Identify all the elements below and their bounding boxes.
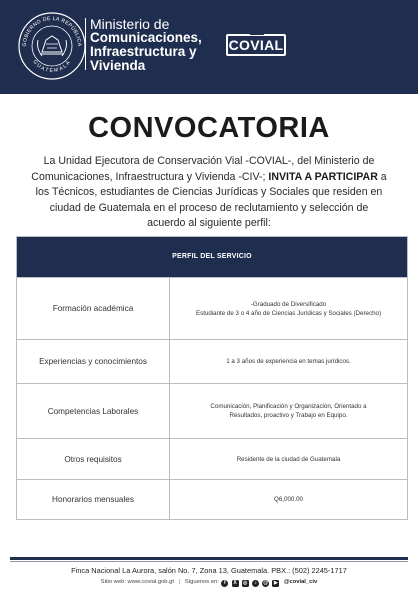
covial-logo-text: COVIAL	[228, 37, 284, 53]
guatemala-seal-icon	[16, 10, 88, 82]
ministry-line-2: Comunicaciones,	[90, 30, 202, 45]
facebook-icon[interactable]: f	[221, 580, 228, 587]
service-profile-table	[16, 236, 408, 520]
row-value-line: 1 a 3 años de experiencia en temas jurídicos.	[226, 358, 351, 365]
table-row	[17, 438, 407, 479]
page-title: CONVOCATORIA	[88, 112, 330, 144]
table-row	[17, 277, 407, 339]
footer-divider-thin	[10, 561, 408, 562]
footer-social	[0, 579, 418, 587]
ministry-line-1: Ministerio de	[90, 16, 170, 32]
row-value-line: Resultados, proactivo y Trabajo en Equipo.	[229, 412, 348, 419]
footer-address: Finca Nacional La Aurora, salón No. 7, Zona 13, Guatemala. PBX.: (502) 2245-1717	[71, 566, 347, 575]
intro-paragraph	[30, 154, 388, 232]
follow-label: Síguenos en:	[184, 579, 219, 585]
social-handle[interactable]: @covial_civ	[283, 579, 318, 585]
row-value-line: Q6,000.00	[274, 496, 303, 503]
ministry-name	[90, 17, 202, 73]
table-header: PERFIL DEL SERVICIO	[17, 237, 407, 277]
svg-text:GUATEMALA	[31, 59, 72, 74]
row-value	[170, 439, 407, 479]
x-icon[interactable]: X	[233, 580, 237, 586]
table-row	[17, 383, 407, 438]
footer-separator: |	[178, 579, 181, 585]
row-value	[170, 340, 407, 383]
row-value-line: Comunicación, Planificación y Organización, Orientado a	[210, 403, 367, 410]
row-label: Competencias Laborales	[17, 384, 170, 438]
row-label: Honorarios mensuales	[17, 480, 170, 519]
ministry-line-3: Infraestructura y	[90, 44, 197, 59]
row-value	[170, 480, 407, 519]
row-value-line: Estudiante de 3 o 4 año de Ciencias Jurídicas y Sociales (Derecho)	[195, 309, 382, 317]
youtube-icon[interactable]: ▶	[273, 580, 278, 586]
covial-logo	[226, 34, 286, 56]
row-value	[170, 278, 407, 339]
table-row	[17, 479, 407, 519]
instagram-icon[interactable]: ◎	[243, 580, 248, 586]
website-link[interactable]: Sitio web: www.covial.gob.gt	[100, 579, 174, 585]
intro-text-1: La Unidad Ejecutora de Conservación Vial -COVIAL-, del Ministerio de Comunicaciones, Infraestructura y Vivienda -CIV-;	[31, 155, 375, 183]
row-value-line: -Graduado de Diversificado	[250, 300, 327, 308]
tiktok-icon[interactable]: ♪	[252, 580, 259, 587]
ministry-line-4: Vivienda	[90, 58, 146, 73]
header-banner	[0, 0, 418, 94]
footer-divider	[10, 557, 408, 560]
row-label: Experiencias y conocimientos	[17, 340, 170, 383]
covial-logo-notch	[250, 31, 264, 35]
header-divider	[85, 18, 86, 70]
row-value-line: Residente de la ciudad de Guatemala	[236, 455, 341, 463]
threads-icon[interactable]: @	[263, 580, 269, 586]
row-value	[170, 384, 407, 438]
row-label: Formación académica	[17, 278, 170, 339]
seal-bottom-text: GUATEMALA	[31, 58, 73, 75]
intro-text-2: a los Técnicos, estudiantes de Ciencias Jurídicas y Sociales que residen en ciudad de Guatemala en el proceso de reclutamiento y selección de acuerdo al siguiente perfil:	[35, 170, 387, 229]
intro-invite-bold: INVITA A PARTICIPAR	[268, 170, 378, 183]
table-row	[17, 339, 407, 383]
row-label: Otros requisitos	[17, 439, 170, 479]
seal-top-text: GOBIERNO DE LA REPÚBLICA	[21, 15, 83, 47]
